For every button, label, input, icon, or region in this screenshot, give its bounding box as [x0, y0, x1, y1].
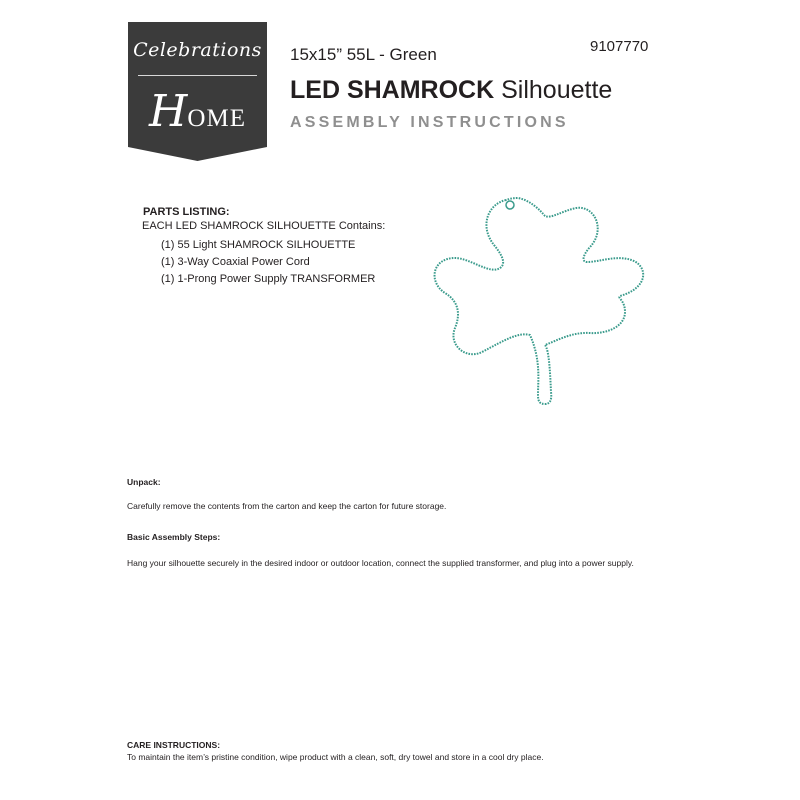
brand-logo: [128, 22, 267, 147]
brand-logo-divider: [138, 75, 257, 76]
parts-list: [161, 237, 386, 288]
parts-listing-heading: PARTS LISTING:: [143, 206, 230, 218]
parts-list-item: (1) 1-Prong Power Supply TRANSFORMER: [161, 273, 376, 285]
assembly-steps-text: Hang your silhouette securely in the desired indoor or outdoor location, connect the supplied transformer, and plug into a power supply.: [127, 558, 634, 568]
page-title-regular: Silhouette: [501, 76, 613, 104]
unpack-text: Carefully remove the contents from the carton and keep the carton for future storage.: [127, 501, 447, 511]
brand-logo-home-initial: H: [149, 86, 188, 137]
brand-logo-script: Celebrations: [133, 39, 262, 61]
assembly-steps-heading: Basic Assembly Steps:: [127, 532, 221, 542]
page-title-bold: LED SHAMROCK: [290, 76, 495, 104]
care-instructions-text: To maintain the item’s pristine condition, wipe product with a clean, soft, dry towel and store in a cool dry place.: [127, 752, 544, 762]
parts-listing-subheading: EACH LED SHAMROCK SILHOUETTE Contains:: [142, 220, 386, 232]
shamrock-silhouette-icon: [420, 185, 660, 415]
parts-list-item: (1) 3-Way Coaxial Power Cord: [161, 256, 310, 268]
assembly-instructions-heading: ASSEMBLY INSTRUCTIONS: [290, 114, 569, 131]
care-instructions-heading: CARE INSTRUCTIONS:: [127, 740, 221, 750]
page-title: [290, 76, 612, 105]
unpack-heading: Unpack:: [127, 477, 161, 487]
brand-logo-tab: [128, 147, 267, 161]
brand-logo-home-rest: OME: [187, 105, 246, 132]
product-sku: 9107770: [590, 38, 649, 55]
parts-listing: [143, 205, 386, 288]
product-size-label: 15x15” 55L - Green: [290, 45, 437, 64]
parts-list-item: (1) 55 Light SHAMROCK SILHOUETTE: [161, 239, 356, 251]
brand-logo-home: [128, 86, 267, 137]
